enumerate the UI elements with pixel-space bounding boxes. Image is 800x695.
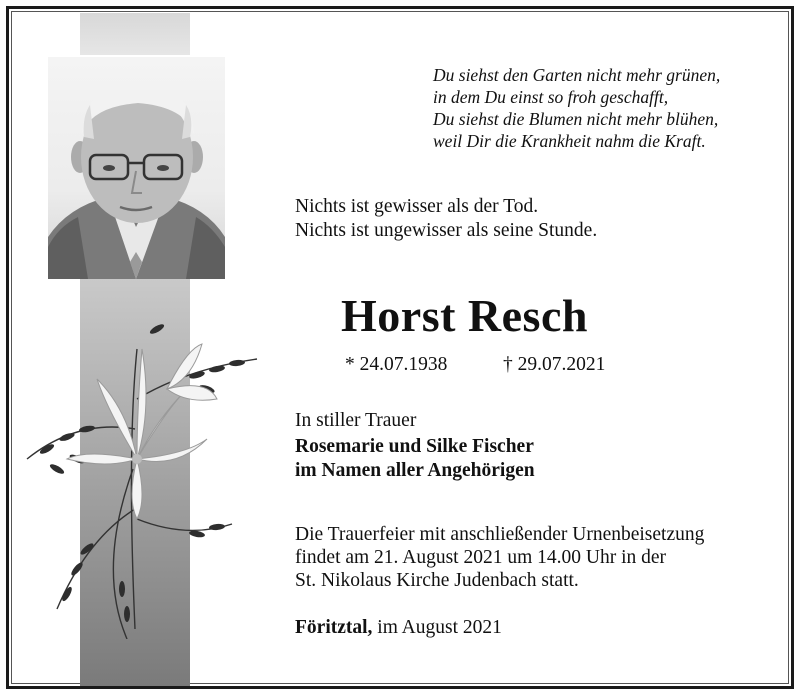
- mourner-line: Rosemarie und Silke Fischer: [295, 436, 534, 457]
- mourner-line: im Namen aller Angehörigen: [295, 460, 535, 481]
- mourning-section: [295, 409, 765, 483]
- quote-line: Nichts ist ungewisser als seine Stunde.: [295, 220, 598, 241]
- ceremony-line: St. Nikolaus Kirche Judenbach statt.: [295, 570, 579, 591]
- place-and-date: [295, 617, 765, 639]
- ceremony-info: [295, 523, 775, 592]
- poem-line: in dem Du einst so froh geschafft,: [433, 87, 669, 107]
- place-name: Föritztal,: [295, 617, 373, 638]
- obituary-card: [6, 6, 794, 689]
- portrait-illustration: [48, 57, 225, 279]
- poem-line: Du siehst die Blumen nicht mehr blühen,: [433, 109, 719, 129]
- mourners: [295, 435, 765, 483]
- closing-date: im August 2021: [377, 617, 502, 638]
- portrait-photo-icon: [48, 57, 225, 279]
- floral-illustration: [17, 309, 267, 639]
- ceremony-line: findet am 21. August 2021 um 14.00 Uhr in der: [295, 547, 667, 568]
- death-date: † 29.07.2021: [503, 354, 606, 375]
- ceremony-line: Die Trauerfeier mit anschließender Urnenbeisetzung: [295, 524, 705, 545]
- poem-line: Du siehst den Garten nicht mehr grünen,: [433, 65, 721, 85]
- quote-line: Nichts ist gewisser als der Tod.: [295, 196, 539, 217]
- poem-line: weil Dir die Krankheit nahm die Kraft.: [433, 131, 706, 151]
- birth-date: * 24.07.1938: [345, 354, 448, 375]
- poem: [433, 64, 773, 152]
- deceased-name: Horst Resch: [341, 290, 588, 341]
- mourning-intro: In stiller Trauer: [295, 410, 417, 431]
- decor-stripe-top: [80, 13, 190, 55]
- quote: [295, 195, 755, 243]
- lily-bouquet-icon: [17, 309, 267, 639]
